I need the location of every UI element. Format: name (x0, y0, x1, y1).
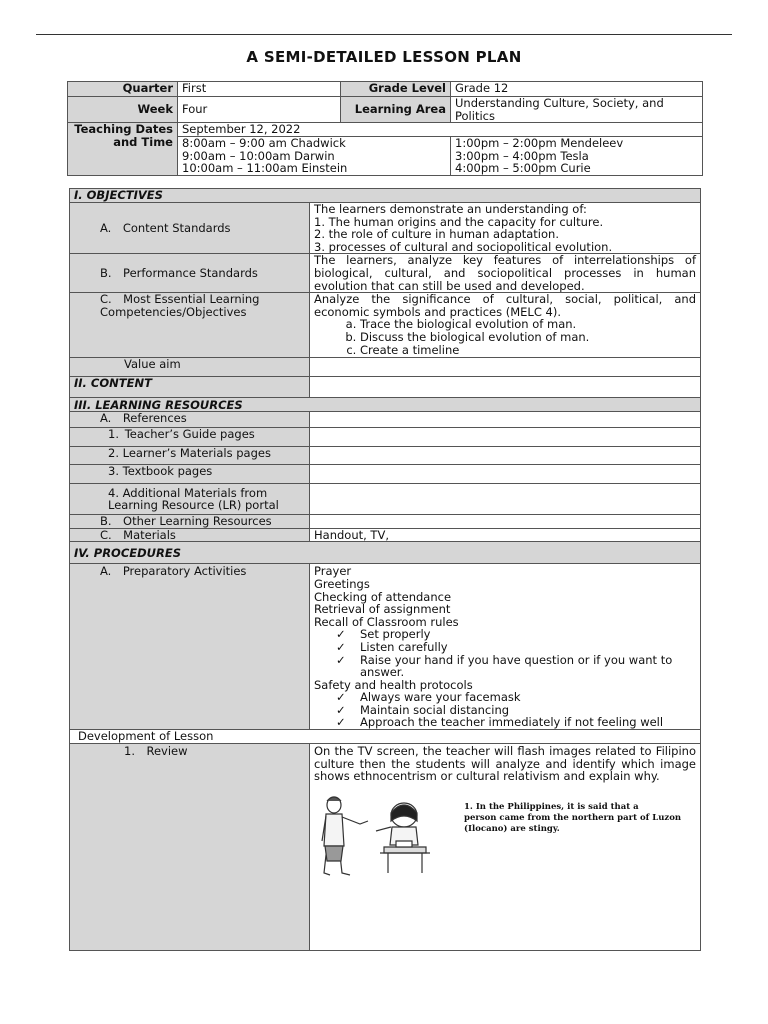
preparatory-line: Checking of attendance (314, 589, 452, 604)
safety-heading: Safety and health protocols (314, 677, 473, 692)
content-standards-label: A. Content Standards (70, 203, 310, 254)
classroom-rules-list (314, 628, 696, 678)
image-caption-line: 1. In the Philippines, it is said that a (464, 801, 639, 812)
schedule-slot: 1:00pm – 2:00pm Mendeleev (455, 136, 624, 151)
preparatory-line: Prayer (314, 564, 352, 579)
references-label: A. References (70, 412, 310, 428)
rule-item: ✓ Approach the teacher immediately if not feeling well (336, 716, 696, 729)
melc-item: c. Create a timeline (360, 344, 696, 357)
preparatory-line: Greetings (314, 576, 370, 591)
rule-item: ✓ Set properly (336, 628, 696, 641)
schedule-slot: 10:00am – 11:00am Einstein (182, 161, 348, 176)
schedule-slot: 8:00am – 9:00 am Chadwick (182, 136, 346, 151)
section-heading-objectives: I. OBJECTIVES (70, 189, 701, 203)
preparatory-label: A. Preparatory Activities (70, 564, 310, 730)
schedule-slot: 4:00pm – 5:00pm Curie (455, 161, 591, 176)
melc-item: b. Discuss the biological evolution of man. (360, 331, 696, 344)
image-caption-line: person came from the northern part of Luzon (464, 812, 682, 823)
teachers-guide-value (310, 428, 701, 447)
review-text: On the TV screen, the teacher will flash images related to Filipino culture then the students will analyze and identify which image shows ethnocentrism or cultural relativism and explain why. (314, 743, 696, 784)
boy-figure-illustration (322, 797, 368, 875)
quarter-label: Quarter (68, 82, 178, 97)
teaching-dates-label: Teaching Dates and Time (68, 123, 178, 176)
schedule-afternoon (451, 137, 703, 176)
learners-materials-label: 2. Learner’s Materials pages (70, 447, 310, 465)
preparatory-content (310, 564, 701, 730)
week-value: Four (178, 97, 341, 123)
schedule-morning (178, 137, 451, 176)
grade-level-value: Grade 12 (451, 82, 703, 97)
teachers-guide-label: 1. Teacher’s Guide pages (70, 428, 310, 447)
rule-item: ✓ Always ware your facemask (336, 691, 696, 704)
learners-materials-value (310, 447, 701, 465)
rule-item: ✓ Raise your hand if you have question or if you want to answer. (336, 654, 696, 679)
value-aim-label: Value aim (70, 358, 310, 377)
melc-text: Analyze the significance of cultural, social, political, and economic symbols and practices (MELC 4). (314, 292, 696, 319)
learning-area-label: Learning Area (341, 97, 451, 123)
textbook-pages-label: 3. Textbook pages (70, 465, 310, 484)
additional-materials-value (310, 484, 701, 515)
week-label: Week (68, 97, 178, 123)
melc-list (314, 318, 696, 356)
standard-line: 3. processes of cultural and sociopolitical evolution. (314, 239, 613, 254)
development-label: Development of Lesson (70, 730, 701, 744)
schedule-slot: 9:00am – 10:00am Darwin (182, 148, 335, 163)
rule-item: ✓ Maintain social distancing (336, 704, 696, 717)
other-resources-label: B. Other Learning Resources (70, 515, 310, 529)
content-standards-text (310, 203, 701, 254)
section-heading-content: II. CONTENT (70, 377, 310, 398)
standard-line: The learners demonstrate an understanding of: (314, 202, 587, 216)
references-value (310, 412, 701, 428)
rule-item: ✓ Listen carefully (336, 641, 696, 654)
melc-content (310, 293, 701, 358)
section-heading-procedures: IV. PROCEDURES (70, 542, 701, 564)
performance-standards-text: The learners, analyze key features of interrelationships of biological, cultural, and sociopolitical processes in human evolution that can still be used and developed. (310, 254, 701, 293)
document-title: A SEMI-DETAILED LESSON PLAN (246, 48, 522, 66)
review-image (314, 791, 698, 903)
lesson-table (69, 188, 701, 951)
melc-item: a. Trace the biological evolution of man. (360, 318, 696, 331)
review-content (310, 743, 701, 950)
header-table (67, 81, 703, 176)
review-label: 1. Review (70, 743, 310, 950)
grade-level-label: Grade Level (341, 82, 451, 97)
learning-area-value: Understanding Culture, Society, and Politics (451, 97, 703, 123)
standard-line: 2. the role of culture in human adaptation. (314, 227, 559, 242)
teaching-date: September 12, 2022 (178, 123, 703, 137)
quarter-value: First (178, 82, 341, 97)
girl-figure-illustration (376, 803, 430, 873)
preparatory-line: Recall of Classroom rules (314, 614, 459, 629)
standard-line: 1. The human origins and the capacity for culture. (314, 214, 604, 229)
materials-label: C. Materials (70, 528, 310, 542)
top-rule (36, 34, 732, 35)
additional-materials-label: 4. Additional Materials from Learning Resource (LR) portal (70, 484, 310, 515)
materials-value: Handout, TV, (310, 528, 701, 542)
schedule-slot: 3:00pm – 4:00pm Tesla (455, 148, 589, 163)
performance-standards-label: B. Performance Standards (70, 254, 310, 293)
textbook-pages-value (310, 465, 701, 484)
safety-rules-list (314, 691, 696, 729)
section-heading-resources: III. LEARNING RESOURCES (70, 398, 701, 412)
melc-label: C. Most Essential Learning Competencies/Objectives (70, 293, 310, 358)
other-resources-value (310, 515, 701, 529)
content-value (310, 377, 701, 398)
preparatory-line: Retrieval of assignment (314, 602, 451, 617)
value-aim-value (310, 358, 701, 377)
image-caption-line: (Ilocano) are stingy. (464, 823, 560, 834)
